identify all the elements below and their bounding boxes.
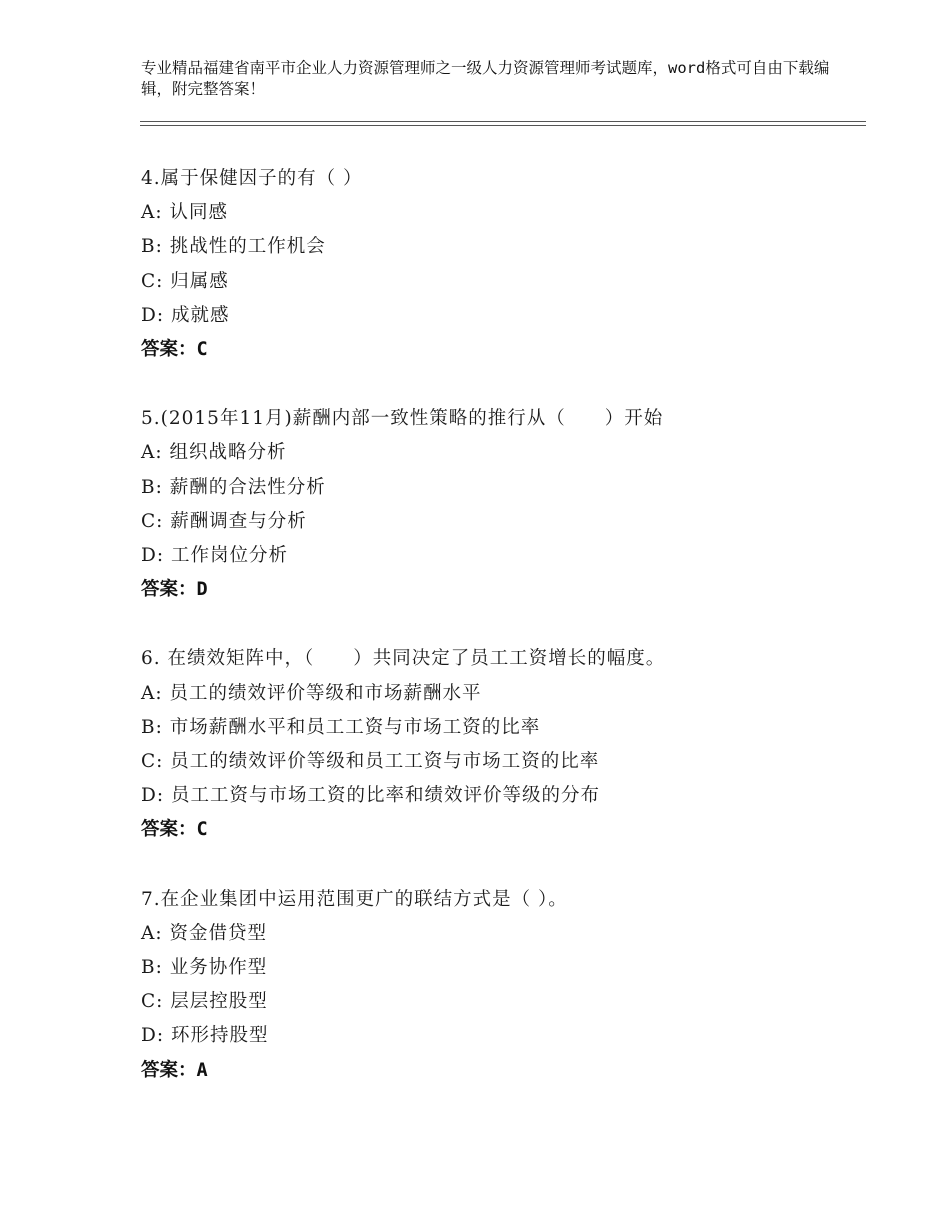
option-a: A: 资金借贷型	[141, 922, 267, 944]
option-a: A: 认同感	[141, 202, 228, 224]
question-list	[141, 162, 861, 1123]
option-a: A: 员工的绩效评价等级和市场薪酬水平	[141, 682, 482, 704]
option-d: D: 成就感	[141, 304, 230, 326]
question-stem: 5.(2015年11月)薪酬内部一致性策略的推行从（ ）开始	[141, 408, 664, 430]
option-b: B: 薪酬的合法性分析	[141, 476, 326, 498]
answer-line	[141, 813, 861, 847]
header-divider	[140, 121, 866, 122]
question-6	[141, 642, 861, 847]
option-d: D: 工作岗位分析	[141, 545, 288, 567]
answer-line	[141, 333, 861, 367]
document-header	[141, 58, 831, 100]
option-c: C: 归属感	[141, 270, 229, 292]
header-divider-second	[140, 125, 866, 126]
question-stem: 7.在企业集团中运用范围更广的联结方式是（ ）。	[141, 888, 568, 910]
option-c: C: 员工的绩效评价等级和员工工资与市场工资的比率	[141, 751, 600, 773]
question-stem: 6. 在绩效矩阵中，（ ）共同决定了员工工资增长的幅度。	[141, 648, 666, 670]
answer-label: 答案：	[141, 1059, 197, 1081]
answer-line	[141, 573, 861, 607]
option-c: C: 层层控股型	[141, 991, 268, 1013]
answer-value: D	[196, 579, 208, 601]
answer-value: C	[196, 339, 208, 361]
option-b: B: 挑战性的工作机会	[141, 236, 326, 258]
option-d: D: 环形持股型	[141, 1025, 269, 1047]
answer-label: 答案：	[141, 819, 197, 841]
option-b: B: 业务协作型	[141, 957, 268, 979]
answer-label: 答案：	[141, 579, 197, 601]
header-text: 专业精品福建省南平市企业人力资源管理师之一级人力资源管理师考试题库，word格式可自由下载编辑，附完整答案！	[141, 59, 830, 98]
answer-value: C	[196, 819, 208, 841]
option-d: D: 员工工资与市场工资的比率和绩效评价等级的分布	[141, 785, 600, 807]
option-c: C: 薪酬调查与分析	[141, 510, 307, 532]
answer-label: 答案：	[141, 339, 197, 361]
answer-value: A	[196, 1059, 208, 1081]
question-4	[141, 162, 861, 367]
question-7	[141, 883, 861, 1088]
answer-line	[141, 1054, 861, 1088]
option-b: B: 市场薪酬水平和员工工资与市场工资的比率	[141, 716, 541, 738]
option-a: A: 组织战略分析	[141, 442, 287, 464]
question-stem: 4.属于保健因子的有（ ）	[141, 168, 363, 189]
question-5	[141, 402, 861, 607]
